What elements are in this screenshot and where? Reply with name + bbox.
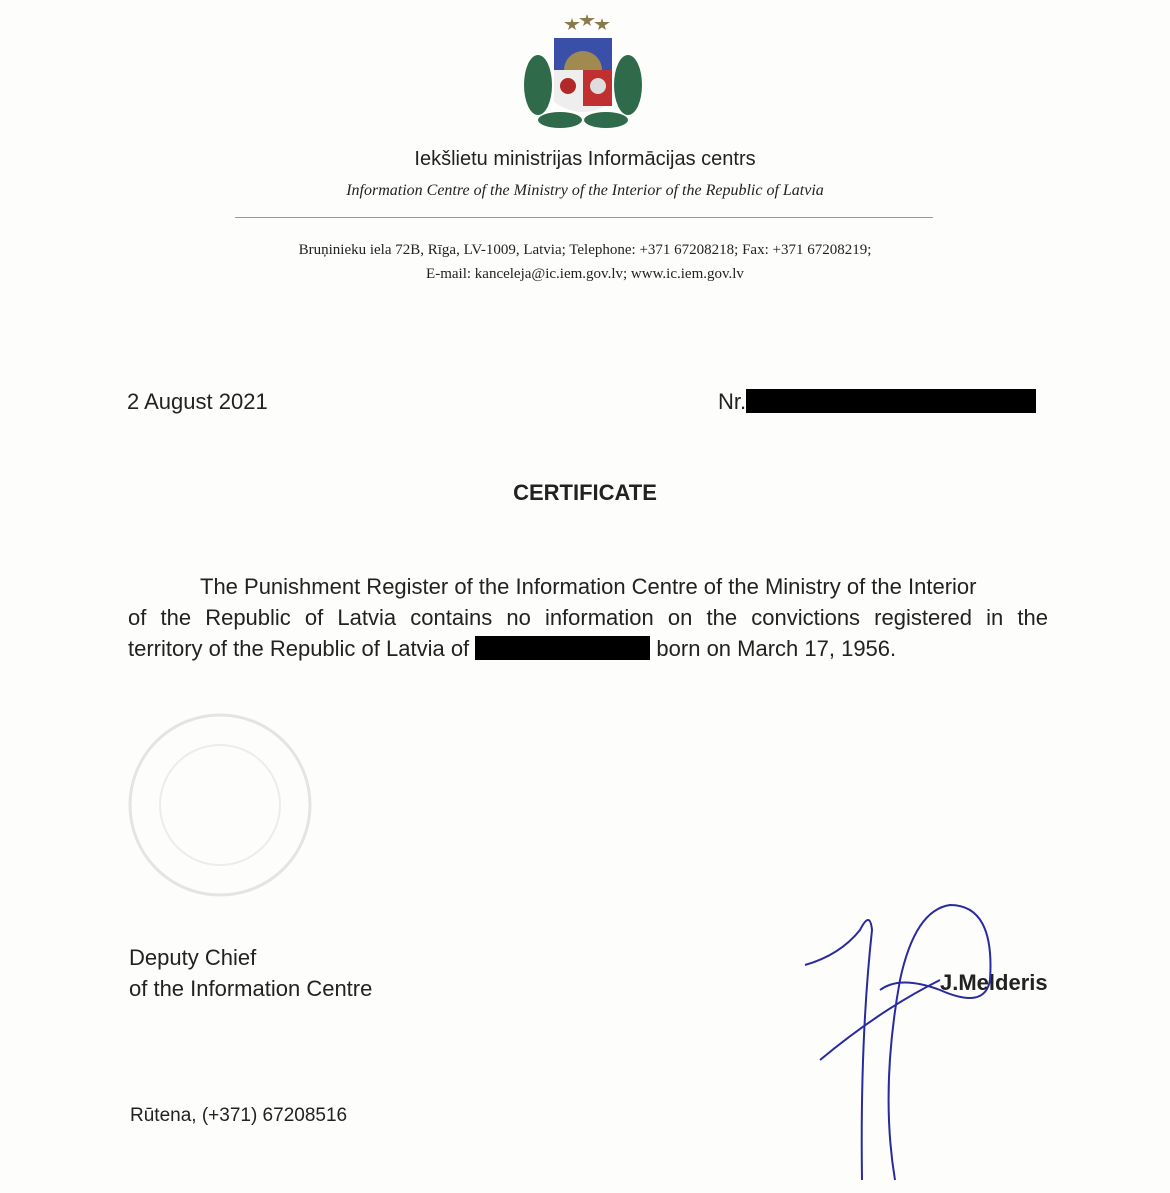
org-name-english: Information Centre of the Ministry of the Interior of the Republic of Latvia bbox=[346, 182, 824, 199]
coat-of-arms-logo bbox=[520, 10, 645, 135]
handwritten-signature bbox=[800, 890, 1010, 1190]
certificate-title: CERTIFICATE bbox=[513, 480, 657, 505]
body-line: territory of the Republic of Latvia of bbox=[128, 636, 470, 661]
signatory-title: of the Information Centre bbox=[129, 976, 373, 1001]
document-number bbox=[718, 389, 1036, 415]
contact-footer: Rūtena, (+371) 67208516 bbox=[130, 1105, 348, 1126]
contact-line: E-mail: kanceleja@ic.iem.gov.lv; www.ic.iem.gov.lv bbox=[426, 266, 744, 282]
body-line: of the Republic of Latvia contains no information on the convictions registered in the bbox=[128, 605, 1048, 630]
signatory-title: Deputy Chief bbox=[129, 945, 257, 970]
number-label: Nr. bbox=[718, 389, 747, 414]
faded-stamp bbox=[120, 700, 320, 910]
body-line: born on March 17, 1956. bbox=[656, 636, 897, 661]
signatory-name: J.Melderis bbox=[940, 970, 1048, 995]
body-line: The Punishment Register of the Information Centre of the Ministry of the Interior bbox=[200, 574, 977, 599]
redaction bbox=[475, 636, 650, 660]
certificate-body bbox=[128, 571, 1048, 664]
signatory-block bbox=[129, 942, 372, 1004]
document-date: 2 August 2021 bbox=[127, 389, 268, 414]
header-divider bbox=[235, 217, 933, 218]
redaction bbox=[746, 389, 1036, 413]
org-name-latvian: Iekšlietu ministrijas Informācijas centrs bbox=[414, 148, 756, 170]
address-line: Bruņinieku iela 72B, Rīga, LV-1009, Latvia; Telephone: +371 67208218; Fax: +371 67208219; bbox=[298, 242, 872, 258]
